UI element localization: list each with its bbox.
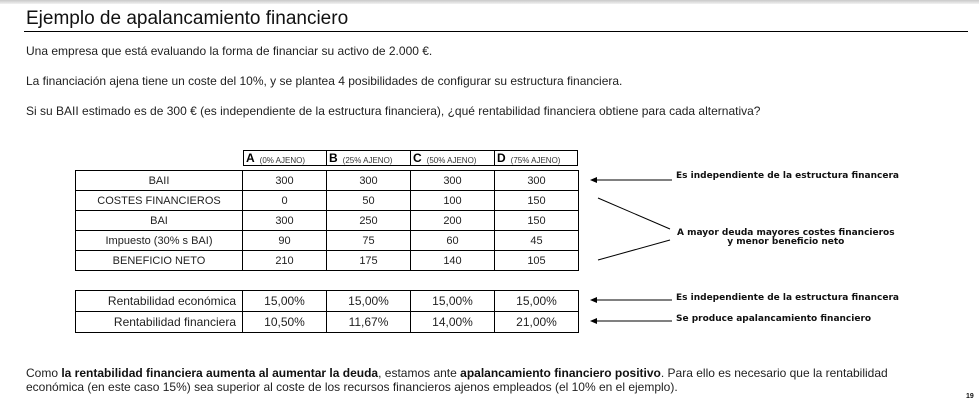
table-cell: 175 <box>327 251 411 271</box>
table-cell: 300 <box>327 171 411 191</box>
row-label: COSTES FINANCIEROS <box>76 191 243 211</box>
intro-paragraph-2: La financiación ajena tiene un coste del 10%, y se plantea 4 posibilidades de configurar su estructura financiera. <box>26 74 623 88</box>
table-cell: 14,00% <box>411 312 495 333</box>
conclusion-text: Como <box>26 366 62 380</box>
alternative-label: (25% AJENO) <box>342 156 393 165</box>
table-cell: 15,00% <box>243 291 327 312</box>
alternative-letter: C <box>413 151 422 165</box>
table-cell: 300 <box>243 211 327 231</box>
row-label: Rentabilidad financiera <box>76 312 243 333</box>
alternative-label: (50% AJENO) <box>426 156 477 165</box>
table-cell: 300 <box>495 171 579 191</box>
arrowhead-icon <box>590 177 597 183</box>
table-cell: 10,50% <box>243 312 327 333</box>
row-label: Impuesto (30% s BAI) <box>76 231 243 251</box>
alternative-letter: D <box>497 151 506 165</box>
note-rentabilidad-economica: Es independiente de la estructura financera <box>676 293 899 303</box>
arrowhead-icon <box>590 297 597 303</box>
conclusion-text: . Para ello es necesario que la rentabilidad económica (en este caso 15%) sea superior al coste de los recursos financieros ajenos empleados (el 10% en el ejemplo). <box>26 366 888 394</box>
conclusion-paragraph <box>26 366 946 394</box>
table-cell: 60 <box>411 231 495 251</box>
row-label: BAII <box>76 171 243 191</box>
row-label: BENEFICIO NETO <box>76 251 243 271</box>
table-cell: 300 <box>411 171 495 191</box>
table-cell: 50 <box>327 191 411 211</box>
table-cell: 15,00% <box>411 291 495 312</box>
conclusion-bold: la rentabilidad financiera aumenta al aumentar la deuda <box>61 366 379 380</box>
table-cell: 250 <box>327 211 411 231</box>
row-label: Rentabilidad económica <box>76 291 243 312</box>
arrow-line-beneficio <box>598 240 670 260</box>
table-cell: 75 <box>327 231 411 251</box>
table-cell: 11,67% <box>327 312 411 333</box>
table-cell: 150 <box>495 211 579 231</box>
page-number: 19 <box>966 393 974 400</box>
table-cell: 21,00% <box>495 312 579 333</box>
table-cell: 15,00% <box>495 291 579 312</box>
alternative-label: (75% AJENO) <box>510 156 561 165</box>
note-baii: Es independiente de la estructura financera <box>676 171 899 181</box>
alternative-letter: A <box>246 151 255 165</box>
intro-paragraph-3: Si su BAII estimado es de 300 € (es independiente de la estructura financiera), ¿qué rentabilidad financiera obtiene para cada alternativa? <box>26 104 761 118</box>
table-cell: 210 <box>243 251 327 271</box>
table-cell: 200 <box>411 211 495 231</box>
table-cell: 300 <box>243 171 327 191</box>
note-deuda <box>677 229 895 247</box>
alternative-label: (0% AJENO) <box>259 156 306 165</box>
alternative-letter: B <box>329 151 338 165</box>
arrowhead-icon <box>590 318 597 324</box>
arrow-line-costes <box>598 198 670 229</box>
note-deuda-line-1: A mayor deuda mayores costes financieros <box>677 228 895 238</box>
table-cell: 150 <box>495 191 579 211</box>
note-rentabilidad-financiera: Se produce apalancamiento financiero <box>676 314 872 324</box>
table-cell: 15,00% <box>327 291 411 312</box>
page-title: Ejemplo de apalancamiento financiero <box>26 8 349 29</box>
intro-paragraph-1: Una empresa que está evaluando la forma de financiar su activo de 2.000 €. <box>26 44 433 58</box>
conclusion-text: , estamos ante <box>378 366 461 380</box>
row-label: BAI <box>76 211 243 231</box>
table-cell: 45 <box>495 231 579 251</box>
table-cell: 105 <box>495 251 579 271</box>
table-cell: 100 <box>411 191 495 211</box>
table-cell: 0 <box>243 191 327 211</box>
table-cell: 140 <box>411 251 495 271</box>
conclusion-bold: apalancamiento financiero positivo <box>460 366 661 380</box>
note-deuda-line-2: y menor beneficio neto <box>727 237 845 247</box>
table-cell: 90 <box>243 231 327 251</box>
